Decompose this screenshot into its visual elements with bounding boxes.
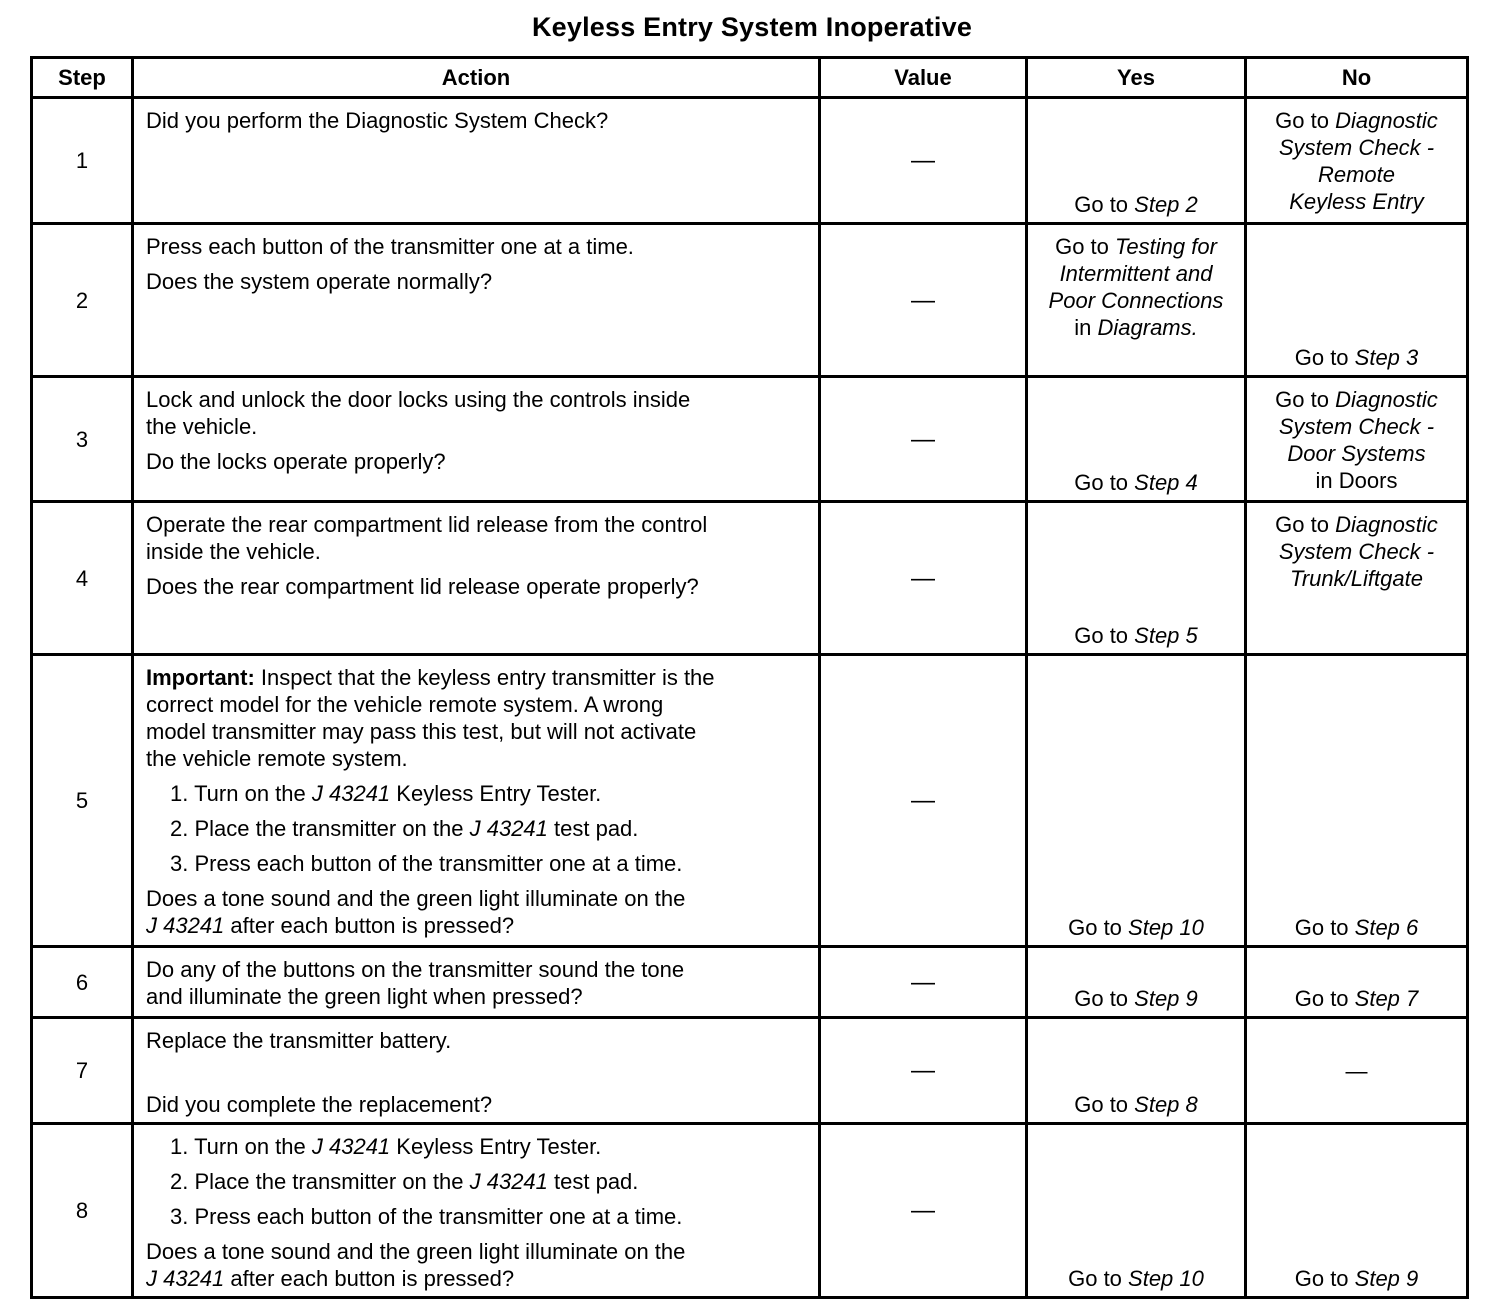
action-text: Did you perform the Diagnostic System Check?	[146, 108, 609, 133]
no-cell	[1246, 1124, 1468, 1298]
value-cell: —	[820, 377, 1027, 502]
step-number: 4	[32, 502, 133, 655]
table-row	[32, 1124, 1468, 1298]
action-question: and illuminate the green light when pressed?	[146, 984, 583, 1009]
diagnostic-table	[30, 56, 1469, 1299]
no-value-dash: —	[1345, 1058, 1368, 1083]
tool-number: J 43241	[469, 816, 548, 841]
step-number: 1	[32, 98, 133, 224]
action-cell	[133, 98, 820, 224]
go-to-prefix: Go to	[1074, 470, 1135, 495]
step-number: 3	[32, 377, 133, 502]
yes-cell	[1027, 377, 1246, 502]
list-item: 2. Place the transmitter on the J 43241 test pad.	[170, 816, 639, 841]
step-link[interactable]: Step 9	[1354, 1266, 1419, 1291]
step-number: 6	[32, 947, 133, 1018]
diagnostic-link[interactable]: Diagnostic	[1335, 387, 1438, 412]
action-question: Do any of the buttons on the transmitter sound the tone	[146, 957, 685, 982]
header-row	[32, 58, 1468, 98]
go-to-prefix: Go to	[1275, 108, 1336, 133]
diagnostic-link-line[interactable]: System Check -	[1278, 414, 1435, 439]
value-cell: —	[820, 947, 1027, 1018]
page-title: Keyless Entry System Inoperative	[531, 12, 973, 42]
go-to-prefix: Go to	[1074, 192, 1135, 217]
testing-link-line[interactable]: Intermittent and	[1059, 261, 1213, 286]
action-question: after each button is pressed?	[224, 913, 515, 938]
diagnostic-link[interactable]: Diagnostic	[1335, 512, 1438, 537]
important-label: Important:	[146, 665, 255, 690]
table-row	[32, 98, 1468, 224]
header-no: No	[1246, 58, 1468, 98]
step-link[interactable]: Step 3	[1354, 345, 1419, 370]
yes-cell	[1027, 502, 1246, 655]
step-link[interactable]: Step 6	[1354, 915, 1419, 940]
yes-cell	[1027, 947, 1246, 1018]
step-link[interactable]: Step 10	[1128, 915, 1204, 940]
no-cell	[1246, 502, 1468, 655]
important-text: model transmitter may pass this test, but will not activate	[146, 719, 697, 744]
tool-number: J 43241	[146, 1266, 225, 1291]
diagnostic-link-line[interactable]: System Check -	[1278, 135, 1435, 160]
table-row	[32, 502, 1468, 655]
value-cell: —	[820, 98, 1027, 224]
step-link[interactable]: Step 9	[1134, 986, 1198, 1011]
value-cell: —	[820, 1124, 1027, 1298]
diagnostic-link-line[interactable]: System Check -	[1278, 539, 1435, 564]
diagrams-link[interactable]: Diagrams.	[1097, 315, 1198, 340]
table-row	[32, 947, 1468, 1018]
table-row	[32, 377, 1468, 502]
no-cell	[1246, 224, 1468, 377]
table-row	[32, 224, 1468, 377]
go-to-prefix: Go to	[1294, 915, 1355, 940]
list-item: 3. Press each button of the transmitter one at a time.	[170, 1204, 683, 1229]
go-to-prefix: Go to	[1294, 345, 1355, 370]
action-cell	[133, 947, 820, 1018]
action-text: inside the vehicle.	[146, 539, 321, 564]
yes-cell	[1027, 98, 1246, 224]
action-text: Replace the transmitter battery.	[146, 1028, 452, 1053]
value-cell: —	[820, 655, 1027, 947]
testing-link[interactable]: Testing for	[1115, 234, 1217, 259]
value-cell: —	[820, 502, 1027, 655]
yes-cell	[1027, 1124, 1246, 1298]
tool-number: J 43241	[469, 1169, 548, 1194]
doors-text: in Doors	[1315, 468, 1398, 493]
step-link[interactable]: Step 4	[1134, 470, 1198, 495]
procedure-list	[146, 1133, 806, 1230]
action-cell	[133, 502, 820, 655]
go-to-prefix: Go to	[1074, 623, 1135, 648]
action-question: Does the rear compartment lid release operate properly?	[146, 574, 699, 599]
diagnostic-link-line[interactable]: Remote	[1317, 162, 1396, 187]
yes-cell	[1027, 655, 1246, 947]
action-cell	[133, 377, 820, 502]
action-question: Does the system operate normally?	[146, 269, 493, 294]
list-item: 1. Turn on the J 43241 Keyless Entry Tester.	[170, 1134, 602, 1159]
header-step: Step	[32, 58, 133, 98]
go-to-prefix: Go to	[1275, 387, 1336, 412]
go-to-prefix: Go to	[1074, 1092, 1135, 1117]
header-action: Action	[133, 58, 820, 98]
no-cell	[1246, 98, 1468, 224]
value-cell: —	[820, 1018, 1027, 1124]
action-text: the vehicle.	[146, 414, 258, 439]
procedure-list	[146, 780, 806, 877]
action-question: Does a tone sound and the green light illuminate on the	[146, 886, 686, 911]
go-to-prefix: Go to	[1294, 986, 1355, 1011]
action-cell	[133, 1018, 820, 1124]
diagnostic-link-line[interactable]: Keyless Entry	[1289, 189, 1424, 214]
value-cell: —	[820, 224, 1027, 377]
go-to-prefix: Go to	[1055, 234, 1115, 259]
step-link[interactable]: Step 10	[1128, 1266, 1204, 1291]
list-item: 1. Turn on the J 43241 Keyless Entry Tester.	[170, 781, 602, 806]
testing-link-line[interactable]: Poor Connections	[1048, 288, 1224, 313]
step-number: 8	[32, 1124, 133, 1298]
tool-number: J 43241	[311, 781, 391, 806]
action-cell	[133, 224, 820, 377]
step-link[interactable]: Step 7	[1354, 986, 1419, 1011]
step-link[interactable]: Step 2	[1134, 192, 1198, 217]
in-prefix: in	[1074, 315, 1098, 340]
tool-number: J 43241	[311, 1134, 391, 1159]
important-text: the vehicle remote system.	[146, 746, 408, 771]
action-question: Did you complete the replacement?	[146, 1092, 493, 1117]
no-cell	[1246, 377, 1468, 502]
header-yes: Yes	[1027, 58, 1246, 98]
important-text: correct model for the vehicle remote system. A wrong	[146, 692, 664, 717]
action-question: Do the locks operate properly?	[146, 449, 446, 474]
action-text: Operate the rear compartment lid release from the control	[146, 512, 708, 537]
diagnostic-link-line[interactable]: Door Systems	[1287, 441, 1426, 466]
step-number: 5	[32, 655, 133, 947]
action-text: Lock and unlock the door locks using the controls inside	[146, 387, 691, 412]
diagnostic-link-line[interactable]: Trunk/Liftgate	[1290, 566, 1423, 591]
table-row	[32, 655, 1468, 947]
step-number: 2	[32, 224, 133, 377]
action-question: after each button is pressed?	[224, 1266, 515, 1291]
go-to-prefix: Go to	[1068, 915, 1129, 940]
tool-number: J 43241	[146, 913, 225, 938]
no-cell	[1246, 655, 1468, 947]
list-item: 2. Place the transmitter on the J 43241 test pad.	[170, 1169, 639, 1194]
action-cell	[133, 655, 820, 947]
action-cell	[133, 1124, 820, 1298]
header-value: Value	[820, 58, 1027, 98]
go-to-prefix: Go to	[1275, 512, 1336, 537]
go-to-prefix: Go to	[1294, 1266, 1355, 1291]
no-cell	[1246, 1018, 1468, 1124]
table-row	[32, 1018, 1468, 1124]
action-text: Press each button of the transmitter one at a time.	[146, 234, 634, 259]
step-number: 7	[32, 1018, 133, 1124]
step-link[interactable]: Step 5	[1134, 623, 1198, 648]
yes-cell	[1027, 224, 1246, 377]
diagnostic-link[interactable]: Diagnostic	[1335, 108, 1438, 133]
go-to-prefix: Go to	[1074, 986, 1135, 1011]
go-to-prefix: Go to	[1068, 1266, 1129, 1291]
no-cell	[1246, 947, 1468, 1018]
step-link[interactable]: Step 8	[1134, 1092, 1198, 1117]
list-item: 3. Press each button of the transmitter one at a time.	[170, 851, 683, 876]
yes-cell	[1027, 1018, 1246, 1124]
important-text: Inspect that the keyless entry transmitter is the	[254, 665, 715, 690]
action-question: Does a tone sound and the green light illuminate on the	[146, 1239, 686, 1264]
